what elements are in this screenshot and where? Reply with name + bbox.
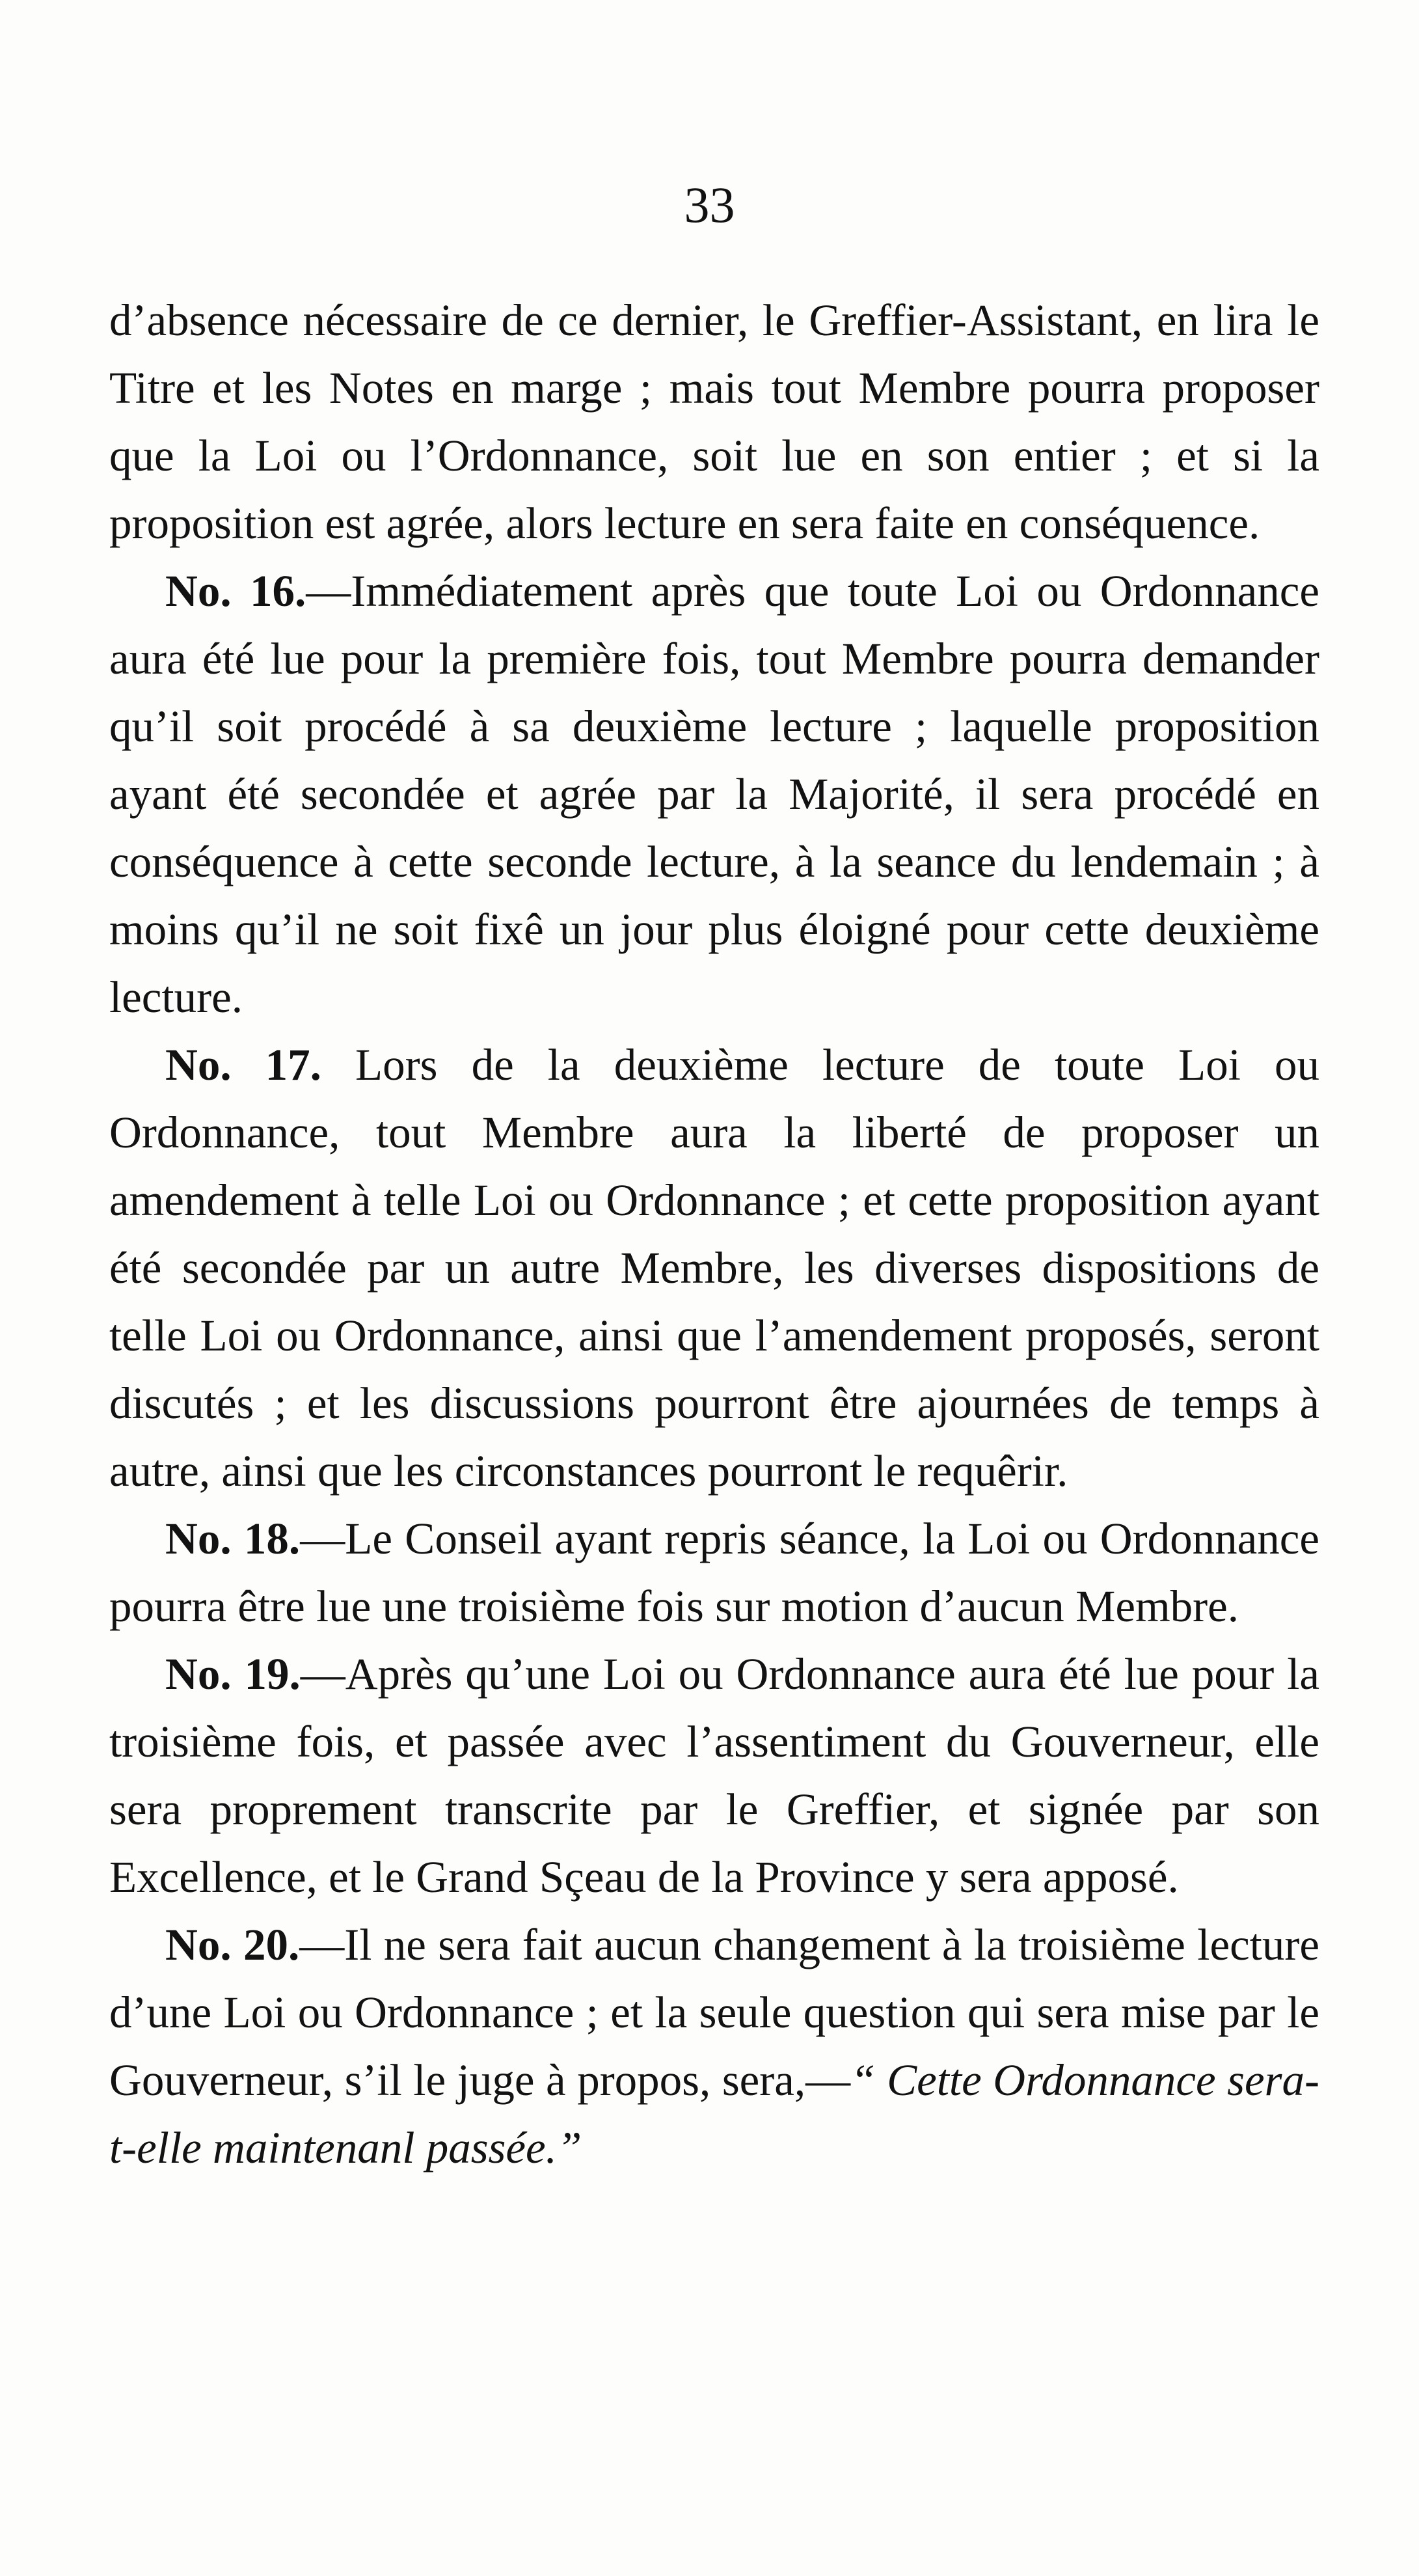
paragraph-text: d’absence nécessaire de ce dernier, le Greffier-Assistant, en lira le Titre et les Notes en marge ; mais tout Membre pourra proposer que la Loi ou l’Ordonnance, soit lue en son entier ; et si la proposition est agrée, alors lecture en sera faite en conséquence. bbox=[109, 295, 1319, 548]
paragraph-text: Lors de la deuxième lecture de toute Loi ou Ordonnance, tout Membre aura la liberté de proposer un amendement à telle Loi ou Ordonnance ; et cette proposition ayant été secondée par un autre Membre, les diverses dispositions de telle Loi ou Ordonnance, ainsi que l’amendement proposés, seront discutés ; et les discussions pourront être ajournées de temps à autre, ainsi que les circonstances pourront le requêrir. bbox=[109, 1040, 1319, 1496]
rule-number: No. 20. bbox=[165, 1920, 300, 1969]
rule-number: No. 19. bbox=[165, 1649, 301, 1699]
text-body bbox=[109, 286, 1319, 2182]
paragraph-rule-18 bbox=[109, 1505, 1319, 1640]
paragraph-text: —Il ne sera fait aucun changement à la troisième lecture d’une Loi ou Ordonnance ; et la seule question qui sera mise par le Gouverneur, s’il le juge à propos, sera,— bbox=[109, 1920, 1319, 2105]
paragraph-rule-19 bbox=[109, 1640, 1319, 1911]
paragraph-text: —Immédiatement après que toute Loi ou Ordonnance aura été lue pour la première fois, tout Membre pourra demander qu’il soit procédé à sa deuxième lecture ; laquelle proposition ayant été secondée et agrée par la Majorité, il sera procédé en conséquence à cette seconde lecture, à la seance du lendemain ; à moins qu’il ne soit fixê un jour plus éloigné pour cette deuxième lecture. bbox=[109, 566, 1319, 1022]
rule-number: No. 18. bbox=[165, 1514, 301, 1563]
rule-number: No. 17. bbox=[165, 1040, 321, 1089]
paragraph-rule-20 bbox=[109, 1911, 1319, 2182]
paragraph-rule-17 bbox=[109, 1031, 1319, 1505]
paragraph-text: —Le Conseil ayant repris séance, la Loi ou Ordonnance pourra être lue une troisième fois sur motion d’aucun Membre. bbox=[109, 1514, 1319, 1631]
quoted-question: “ Cette Ordonnance sera-t-elle maintenanl passée.” bbox=[109, 2055, 1319, 2172]
paragraph-text: —Après qu’une Loi ou Ordonnance aura été lue pour la troisième fois, et passée avec l’assentiment du Gouverneur, elle sera proprement transcrite par le Greffier, et signée par son Excellence, et le Grand Sçeau de la Province y sera apposé. bbox=[109, 1649, 1319, 1902]
paragraph-rule-16 bbox=[109, 557, 1319, 1031]
page-number: 33 bbox=[684, 176, 735, 233]
rule-number: No. 16. bbox=[165, 566, 306, 616]
paragraph-continuation bbox=[109, 286, 1319, 557]
